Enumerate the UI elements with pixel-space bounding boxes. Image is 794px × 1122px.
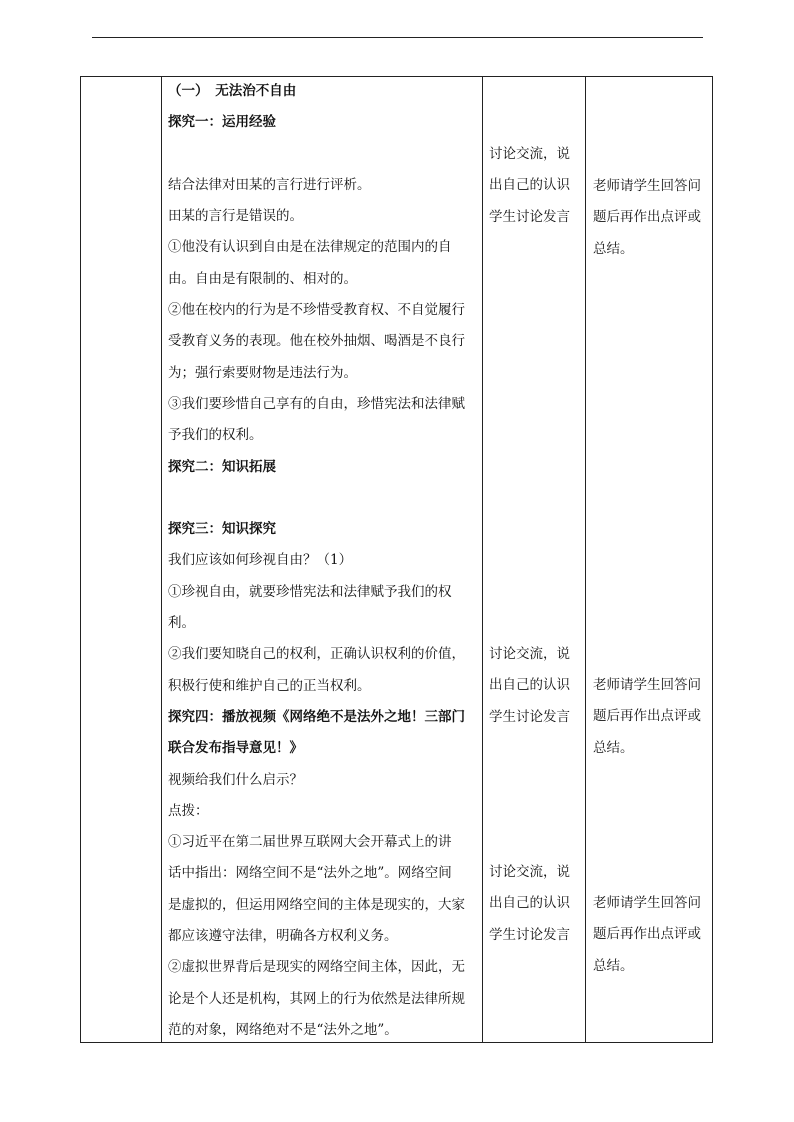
content-line: ①习近平在第二届世界互联网大会开幕式上的讲 — [168, 834, 452, 851]
content-line: ②我们要知晓自己的权利，正确认识权利的价值， — [168, 646, 465, 663]
content-line: 我们应该如何珍视自由？（1） — [168, 552, 353, 569]
teacher-activity-line: 题后再作出点评或 — [593, 209, 701, 226]
student-activity-line: 出自己的认识 — [489, 177, 570, 194]
teacher-activity-block-2 — [593, 670, 709, 764]
blank-line — [168, 483, 478, 514]
student-activity-line: 讨论交流，说 — [489, 646, 570, 662]
teacher-activity-line: 总结。 — [593, 739, 634, 756]
student-activity-block-3 — [489, 857, 581, 951]
student-activity-line: 学生讨论发言 — [489, 708, 570, 725]
section-heading: 联合发布指导意见！》 — [168, 740, 303, 757]
content-line: 为；强行索要财物是违法行为。 — [168, 364, 357, 381]
teacher-activity-line: 老师请学生回答问 — [593, 895, 701, 911]
teacher-activity-line: 老师请学生回答问 — [593, 178, 701, 194]
student-activity-line: 讨论交流，说 — [489, 864, 570, 880]
content-line: 话中指出：网络空间不是“法外之地”。网络空间 — [168, 865, 452, 882]
student-activity-line: 出自己的认识 — [489, 895, 570, 912]
header-rule — [92, 37, 703, 38]
section-heading: 探究二：知识拓展 — [168, 458, 276, 475]
section-heading: （一） 无法治不自由 — [168, 83, 297, 99]
teacher-activity-line: 总结。 — [593, 957, 634, 974]
section-heading: 探究一：运用经验 — [168, 114, 276, 131]
teacher-activity-block-3 — [593, 888, 709, 982]
teacher-activity-line: 题后再作出点评或 — [593, 708, 701, 725]
student-activity-line: 出自己的认识 — [489, 677, 570, 694]
student-activity-line: 讨论交流，说 — [489, 146, 570, 162]
content-line: ②他在校内的行为是不珍惜受教育权、不自觉履行 — [168, 302, 465, 319]
teacher-activity-line: 总结。 — [593, 240, 634, 257]
student-activity-line: 学生讨论发言 — [489, 926, 570, 943]
teacher-activity-line: 老师请学生回答问 — [593, 677, 701, 693]
content-line: 由。自由是有限制的、相对的。 — [168, 270, 357, 287]
student-activity-block-1 — [489, 139, 581, 233]
content-line: 论是个人还是机构，其网上的行为依然是法律所规 — [168, 990, 465, 1007]
teacher-activity-block-1 — [593, 171, 709, 265]
blank-line — [168, 139, 478, 170]
content-line: ①珍视自由，就要珍惜宪法和法律赋予我们的权 — [168, 583, 452, 600]
content-line: ③我们要珍惜自己享有的自由，珍惜宪法和法律赋 — [168, 395, 465, 412]
content-line: 积极行使和维护自己的正当权利。 — [168, 677, 371, 694]
content-line: 都应该遵守法律，明确各方权利义务。 — [168, 928, 398, 945]
content-line: 视频给我们什么启示？ — [168, 771, 303, 788]
student-activity-line: 学生讨论发言 — [489, 208, 570, 225]
content-line: 予我们的权利。 — [168, 427, 263, 444]
teaching-content-column — [168, 76, 478, 1046]
content-line: 结合法律对田某的言行进行评析。 — [168, 176, 371, 193]
column-divider-1 — [161, 76, 162, 1043]
content-line: 利。 — [168, 615, 195, 632]
column-divider-2 — [482, 76, 483, 1043]
content-line: 是虚拟的，但运用网络空间的主体是现实的，大家 — [168, 896, 465, 913]
content-line: 点拨： — [168, 802, 209, 819]
section-heading: 探究三：知识探究 — [168, 521, 276, 538]
section-heading: 探究四：播放视频《网络绝不是法外之地！三部门 — [168, 708, 465, 725]
content-line: ②虚拟世界背后是现实的网络空间主体，因此，无 — [168, 959, 465, 976]
content-line: 田某的言行是错误的。 — [168, 208, 303, 225]
content-line: 受教育义务的表现。他在校外抽烟、喝酒是不良行 — [168, 333, 465, 350]
column-divider-3 — [585, 76, 586, 1043]
teacher-activity-line: 题后再作出点评或 — [593, 926, 701, 943]
content-line: 范的对象，网络绝对不是“法外之地”。 — [168, 1021, 398, 1038]
student-activity-block-2 — [489, 639, 581, 733]
content-line: ①他没有认识到自由是在法律规定的范围内的自 — [168, 239, 452, 256]
